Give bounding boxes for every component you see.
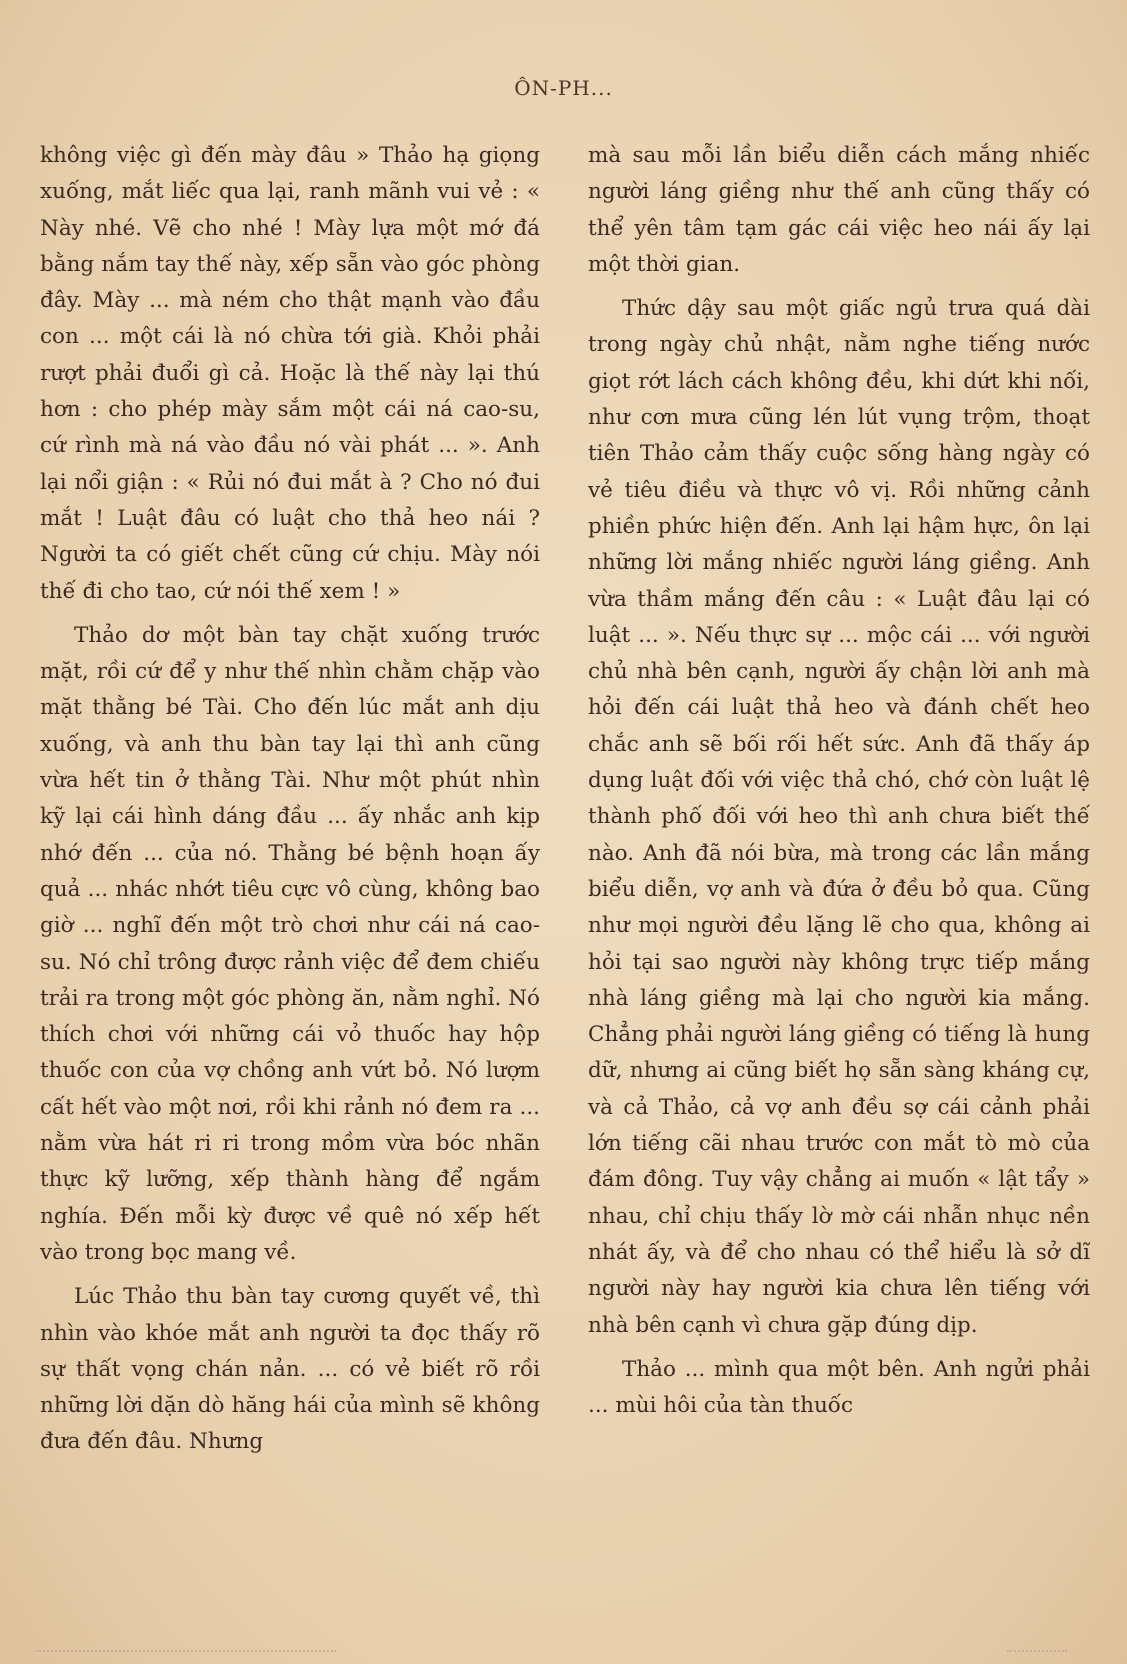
left-paragraph-3: Lúc Thảo thu bàn tay cương quyết về, thì nhìn vào khóe mắt anh người ta đọc thấy rõ sự thất vọng chán nản. ... có vẻ biết rõ rồi những lời dặn dò hăng hái của mình sẽ không đưa đến đâu. Nhưng — [40, 1284, 540, 1455]
right-column — [588, 138, 1090, 1424]
right-paragraph-3: Thảo ... mình qua một bên. Anh ngửi phải ... mùi hôi của tàn thuốc — [588, 1356, 1090, 1419]
right-paragraph-1: mà sau mỗi lần biểu diễn cách mắng nhiếc người láng giềng như thế anh cũng thấy có thể yên tâm tạm gác cái việc heo nái ấy lại một thời gian. — [588, 143, 1090, 277]
footer-mark-left — [36, 1650, 336, 1658]
left-paragraph-2: Thảo dơ một bàn tay chặt xuống trước mặt, rồi cứ để y như thế nhìn chằm chặp vào mặt thằng bé Tài. Cho đến lúc mắt anh dịu xuống, và anh thu bàn tay lại thì anh cũng vừa hết tin ở thằng Tài. Như một phút nhìn kỹ lại cái hình dáng đầu ... ấy nhắc anh kịp nhớ đến ... của nó. Thằng bé bệnh hoạn ấy quả ... nhác nhớt tiêu cực vô cùng, không bao giờ ... nghĩ đến một trò chơi như cái ná cao-su. Nó chỉ trông được rảnh việc để đem chiếu trải ra trong một góc phòng ăn, nằm nghỉ. Nó thích chơi với những cái vỏ thuốc hay hộp thuốc con của vợ chồng anh vứt bỏ. Nó lượm cất hết vào một nơi, rồi khi rảnh nó đem ra ... nằm vừa hát ri ri trong mồm vừa bóc nhãn thực kỹ lưỡng, xếp thành hàng để ngắm nghía. Đến mỗi kỳ được về quê nó xếp hết vào trong bọc mang về. — [40, 622, 540, 1265]
footer-mark-right — [1007, 1650, 1067, 1658]
right-paragraph-2: Thức dậy sau một giấc ngủ trưa quá dài trong ngày chủ nhật, nằm nghe tiếng nước giọt rớt lách cách không đều, khi dứt khi nối, như cơn mưa cũng lén lút vụng trộm, thoạt tiên Thảo cảm thấy cuộc sống hàng ngày có vẻ tiêu điều và thực vô vị. Rồi những cảnh phiền phức hiện đến. Anh lại hậm hực, ôn lại những lời mắng nhiếc người láng giềng. Anh vừa thầm mắng đến câu : « Luật đâu lại có luật ... ». Nếu thực sự ... mộc cái ... với người chủ nhà bên cạnh, người ấy chận lời anh mà hỏi đến cái luật thả heo và đánh chết heo chắc anh sẽ bối rối hết sức. Anh đã thấy áp dụng luật đối với việc thả chó, chớ còn luật lệ thành phố đối với heo thì anh chưa biết thế nào. Anh đã nói bừa, mà trong các lần mắng biểu diễn, vợ anh và đứa ở đều bỏ qua. Cũng như mọi người đều lặng lẽ cho qua, không ai hỏi tại sao người này không trực tiếp mắng nhà láng giềng mà lại cho người kia mắng. Chẳng phải người láng giềng có tiếng là hung dữ, nhưng ai cũng biết họ sẵn sàng kháng cự, và cả Thảo, cả vợ anh đều sợ cái cảnh phải lớn tiếng cãi nhau trước con mắt tò mò của đám đông. Tuy vậy chẳng ai muốn « lật tẩy » nhau, chỉ chịu thấy lờ mờ cái nhẫn nhục nền nhát ấy, và để cho nhau có thể hiểu là sở dĩ người này hay người kia chưa lên tiếng với nhà bên cạnh vì chưa gặp đúng dịp. — [588, 296, 1090, 1338]
left-column — [40, 138, 540, 1461]
left-paragraph-1: không việc gì đến mày đâu » Thảo hạ giọng xuống, mắt liếc qua lại, ranh mãnh vui vẻ : « Này nhé. Vẽ cho nhé ! Mày lựa một mớ đá bằng nắm tay thế này, xếp sẵn vào góc phòng đây. Mày ... mà ném cho thật mạnh vào đầu con ... một cái là nó chừa tới già. Khỏi phải rượt phải đuổi gì cả. Hoặc là thế này lại thú hơn : cho phép mày sắm một cái ná cao-su, cứ rình mà ná vào đầu nó vài phát ... ». Anh lại nổi giận : « Rủi nó đui mắt à ? Cho nó đui mắt ! Luật đâu có luật cho thả heo nái ? Người ta có giết chết cũng cứ chịu. Mày nói thế đi cho tao, cứ nói thế xem ! » — [40, 143, 540, 604]
running-header: ÔN-PH... — [514, 76, 613, 100]
